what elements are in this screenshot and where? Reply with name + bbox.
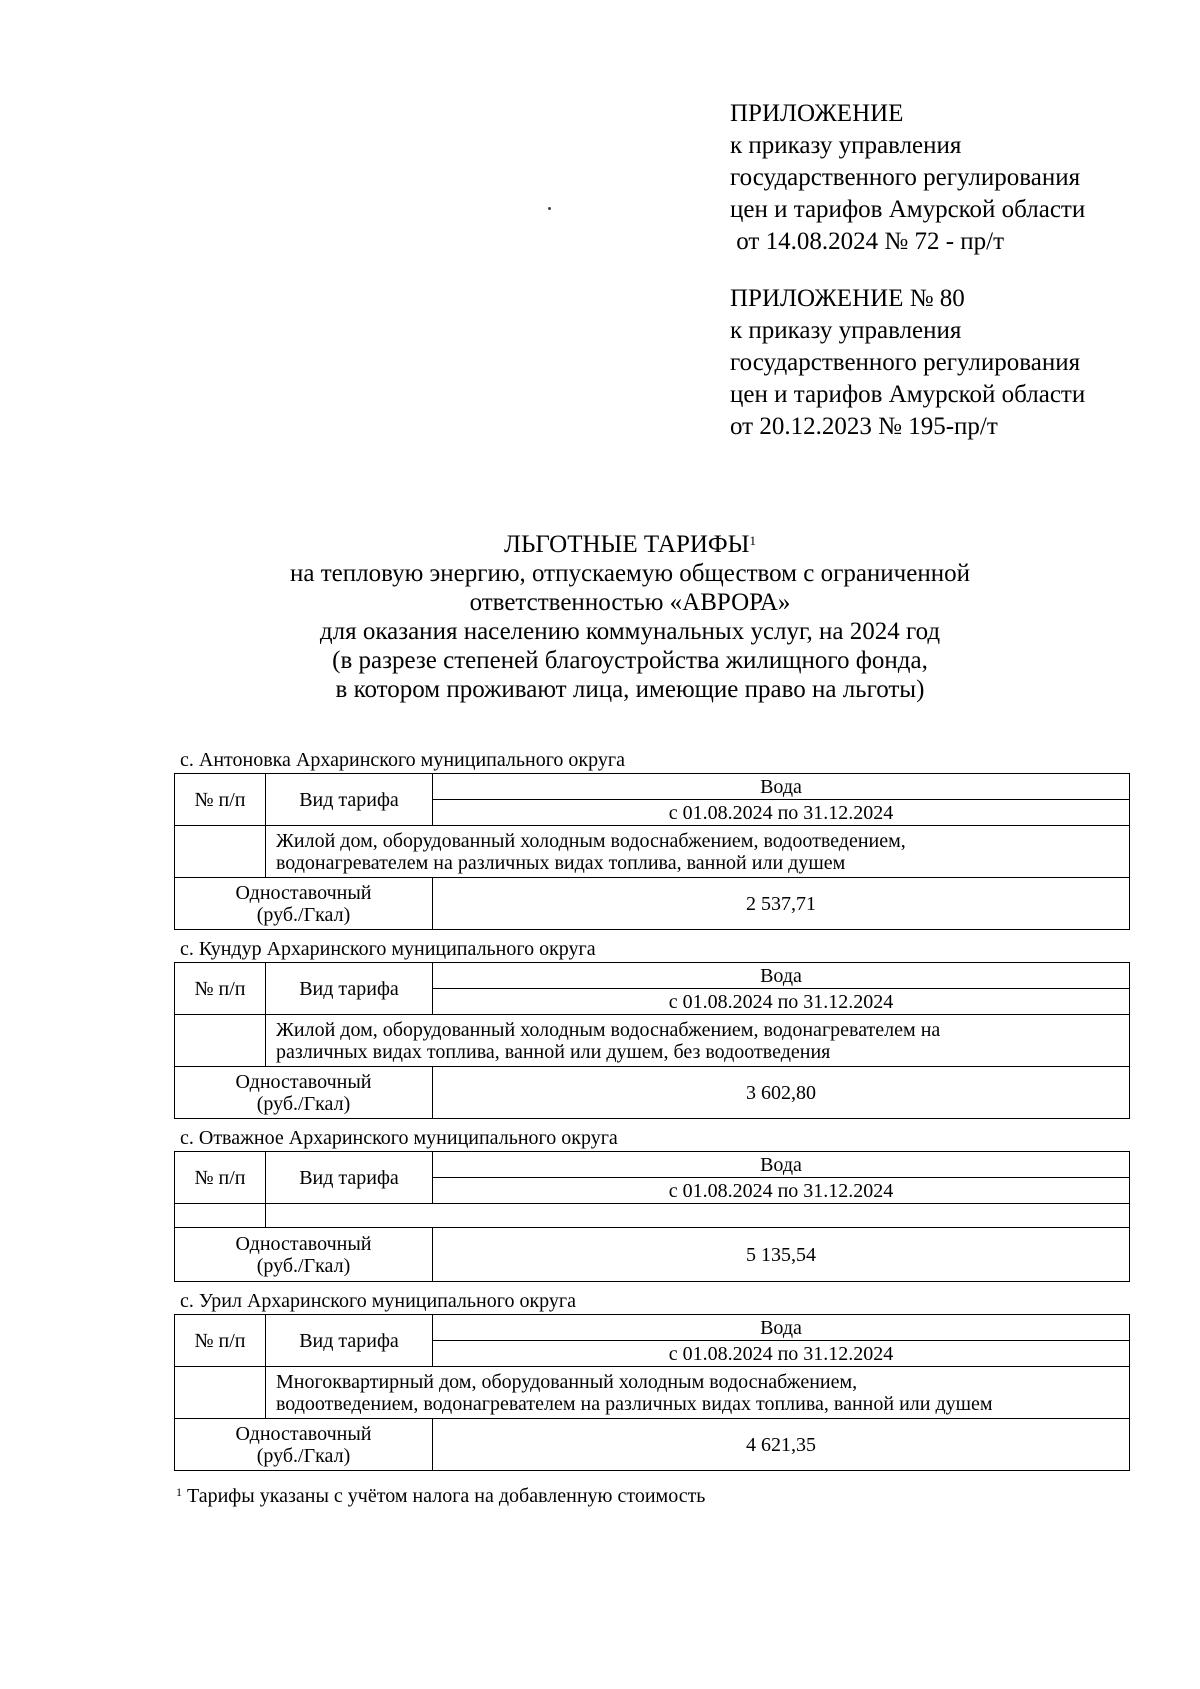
title-line: на тепловую энергию, отпускаемую обществом с ограниченной [290,560,970,587]
location-label: с. Отважное Архаринского муниципального округа [180,1127,618,1149]
tariff-table [174,1314,1130,1471]
location-label: с. Кундур Архаринского муниципального округа [180,938,596,960]
tariff-value: 2 537,71 [433,878,1130,930]
description-line: водонагревателем на различных видах топлива, ванной или душем [276,851,846,874]
title-heading-text: ЛЬГОТНЫЕ ТАРИФЫ [504,531,750,558]
appendix-header-1 [730,98,1085,258]
type-header: Вид тарифа [266,774,433,826]
period-header: с 01.08.2024 по 31.12.2024 [433,800,1130,826]
description-line: водоотведением, водонагревателем на различных видах топлива, ванной или душем [276,1392,993,1415]
description-line: Жилой дом, оборудованный холодным водоснабжением, водонагревателем на [276,1018,941,1041]
rate-unit: (руб./Гкал) [256,903,351,926]
appendix-line: государственного регулирования [730,349,1081,376]
housing-description-empty [266,1204,1130,1228]
num-header: № п/п [175,1152,266,1204]
location-label: с. Антоновка Архаринского муниципального округа [180,749,625,771]
document-title [170,530,1090,704]
rate-name-cell [175,1419,433,1471]
title-line: для оказания населению коммунальных услуг, на 2024 год [319,618,941,645]
footnote-mark: 1 [749,533,756,548]
description-line: Жилой дом, оборудованный холодным водоснабжением, водоотведением, [276,829,906,852]
resource-header: Вода [433,963,1130,989]
rate-name-cell [175,1228,433,1282]
title-line: ответственностью «АВРОРА» [469,589,791,616]
rate-name: Одноставочный [235,1232,372,1255]
appendix-line: цен и тарифов Амурской области [730,196,1086,223]
appendix-line: к приказу управления [730,132,962,159]
rate-name: Одноставочный [235,1422,372,1445]
appendix-line: от 20.12.2023 № 195-пр/т [730,413,998,440]
description-line: Многоквартирный дом, оборудованный холодным водоснабжением, [276,1370,858,1393]
tariff-table [174,773,1130,930]
num-cell [175,826,266,878]
footnote-text: Тарифы указаны с учётом налога на добавленную стоимость [182,1485,706,1507]
rate-unit: (руб./Гкал) [256,1444,351,1467]
appendix-header-2 [730,283,1085,443]
footnote [176,1485,705,1508]
tariff-table [174,1151,1130,1282]
rate-name-cell [175,878,433,930]
num-cell [175,1015,266,1067]
housing-description [266,1015,1130,1067]
rate-name: Одноставочный [235,1070,372,1093]
appendix-line: ПРИЛОЖЕНИЕ № 80 [730,285,965,312]
title-line: (в разрезе степеней благоустройства жилищного фонда, [332,647,928,674]
rate-name-cell [175,1067,433,1119]
period-header: с 01.08.2024 по 31.12.2024 [433,989,1130,1015]
rate-unit: (руб./Гкал) [256,1254,351,1277]
tariff-value: 5 135,54 [433,1228,1130,1282]
appendix-line: государственного регулирования [730,164,1081,191]
footnote-mark: 1 [176,1485,182,1499]
resource-header: Вода [433,774,1130,800]
type-header: Вид тарифа [266,1315,433,1367]
location-label: с. Урил Архаринского муниципального округа [180,1290,576,1312]
appendix-line: цен и тарифов Амурской области [730,381,1086,408]
period-header: с 01.08.2024 по 31.12.2024 [433,1341,1130,1367]
type-header: Вид тарифа [266,963,433,1015]
appendix-line: от 14.08.2024 № 72 - пр/т [730,228,1005,255]
num-cell [175,1367,266,1419]
title-heading [170,530,1090,559]
num-header: № п/п [175,1315,266,1367]
num-header: № п/п [175,774,266,826]
tariff-value: 3 602,80 [433,1067,1130,1119]
num-cell [175,1204,266,1228]
tariff-value: 4 621,35 [433,1419,1130,1471]
appendix-line: ПРИЛОЖЕНИЕ [730,100,904,127]
period-header: с 01.08.2024 по 31.12.2024 [433,1178,1130,1204]
tariff-table [174,962,1130,1119]
type-header: Вид тарифа [266,1152,433,1204]
num-header: № п/п [175,963,266,1015]
appendix-line: к приказу управления [730,317,962,344]
resource-header: Вода [433,1315,1130,1341]
housing-description [266,1367,1130,1419]
rate-unit: (руб./Гкал) [256,1092,351,1115]
description-line: различных видах топлива, ванной или душем, без водоотведения [276,1040,831,1063]
scan-speck [548,207,551,210]
rate-name: Одноставочный [235,881,372,904]
housing-description [266,826,1130,878]
title-line: в котором проживают лица, имеющие право на льготы) [335,676,925,703]
resource-header: Вода [433,1152,1130,1178]
